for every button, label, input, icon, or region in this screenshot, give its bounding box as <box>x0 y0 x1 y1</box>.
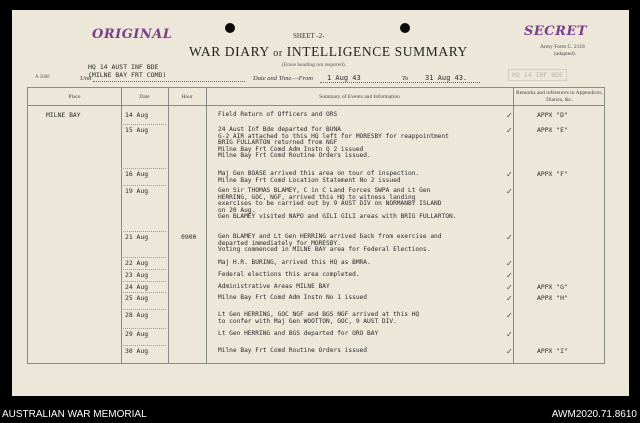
check-mark-icon: ✓ <box>506 330 513 339</box>
entry-remark: APPX "F" <box>537 170 568 178</box>
army-form-number: Army Form C. 2118 <box>540 44 585 50</box>
entry-summary: Lt Gen HERRING, GOC NGF and BGS NGF arrived at this HQ to confer with Maj Gen WOOTTON, GOC, 9 AUST DIV. <box>218 311 420 325</box>
date-to: 31 Aug 43. <box>425 74 468 82</box>
entry-summary: Field Return of Officers and ORS <box>218 111 338 118</box>
entry-separator <box>121 269 166 270</box>
col-header-hour: Hour <box>181 94 193 100</box>
entry-remark: APPX "E" <box>537 126 568 134</box>
check-mark-icon: ✓ <box>506 126 513 135</box>
date-to-label: To <box>402 75 409 82</box>
entry-place: MILNE BAY <box>46 111 81 119</box>
entry-date: 29 Aug <box>125 330 149 338</box>
entry-summary: Maj Gen BOASE arrived this area on tour of inspection. Milne Bay Frt Comd Location Statement No 2 issued <box>218 170 420 184</box>
check-mark-icon: ✓ <box>506 294 513 303</box>
entry-remark: APPX "G" <box>537 283 568 291</box>
entry-separator <box>121 257 166 258</box>
unit-line-1: HQ 14 AUST INF BDE <box>88 63 159 71</box>
title-war-diary: WAR DIARY <box>189 44 270 59</box>
date-from: 1 Aug 43 <box>327 74 361 82</box>
check-mark-icon: ✓ <box>506 233 513 242</box>
entry-separator <box>121 231 166 232</box>
check-mark-icon: ✓ <box>506 170 513 179</box>
check-mark-icon: ✓ <box>506 347 513 356</box>
entry-date: 16 Aug <box>125 170 149 178</box>
unit-label: Unit <box>80 75 92 82</box>
corner-code: A 5068 <box>35 75 50 80</box>
stamp-original: ORIGINAL <box>92 27 173 42</box>
entry-date: 14 Aug <box>125 111 149 119</box>
entry-date: 22 Aug <box>125 259 149 267</box>
date-underline <box>320 82 480 83</box>
sheet-number: SHEET -2- <box>293 32 325 40</box>
title-or: or <box>273 48 283 59</box>
col-header-summary: Summary of Events and Information <box>319 94 400 100</box>
entry-summary: Milne Bay Frt Comd Adm Instn No 1 issued <box>218 294 368 301</box>
entry-date: 24 Aug <box>125 283 149 291</box>
col-header-place: Place <box>68 94 81 100</box>
entry-separator <box>121 281 166 282</box>
entry-summary: 24 Aust Inf Bde departed for BUNA G-2 AIR attached to this HQ left for MORESBY for reappointment BRIG FULLARTON returned from NGF Milne Bay Frt Comd Adm Instn Q 2 issued Milne Bay Frt Comd Routine Orders issued. <box>218 126 449 159</box>
entry-remark: APPX "D" <box>537 111 568 119</box>
entry-remark: APPX "I" <box>537 347 568 355</box>
page-title <box>189 44 468 60</box>
check-mark-icon: ✓ <box>506 311 513 320</box>
entry-summary: Lt Gen HERRING and BGS departed for ORO BAY <box>218 330 379 337</box>
entry-summary: Federal elections this area completed. <box>218 271 360 278</box>
entry-date: 30 Aug <box>125 347 149 355</box>
unit-name <box>88 63 166 79</box>
entry-date: 19 Aug <box>125 187 149 195</box>
entry-date: 25 Aug <box>125 294 149 302</box>
title-intelligence-summary: INTELLIGENCE SUMMARY <box>286 44 468 59</box>
entry-separator <box>121 328 166 329</box>
entry-separator <box>121 292 166 293</box>
entry-separator <box>121 185 166 186</box>
check-mark-icon: ✓ <box>506 259 513 268</box>
entry-separator <box>121 168 166 169</box>
entry-remark: APPX "H" <box>537 294 568 302</box>
check-mark-icon: ✓ <box>506 111 513 120</box>
footer-accession-number: AWM2020.71.8610 <box>551 409 637 420</box>
entry-summary: Gen BLAMEY and Lt Gen HERRING arrived back from exercise and departed immediately for MORESBY. Voting commenced in MILNE BAY area for Federal Elections. <box>218 233 442 253</box>
unit-underline <box>93 81 245 82</box>
check-mark-icon: ✓ <box>506 187 513 196</box>
col-header-remarks: Remarks and references to Appendices, Diaries, &c. <box>516 90 603 103</box>
entry-date: 21 Aug <box>125 233 149 241</box>
punch-hole-left <box>225 23 235 33</box>
army-form-note: (adapted). <box>554 51 577 57</box>
entry-summary: Administrative Areas MILNE BAY <box>218 283 330 290</box>
entry-separator <box>121 345 166 346</box>
footer-institution: AUSTRALIAN WAR MEMORIAL <box>2 409 147 420</box>
entry-date: 23 Aug <box>125 271 149 279</box>
col-header-date: Date <box>139 94 150 100</box>
entry-summary: Gen Sir THOMAS BLAMEY, C in C Land Forces SWPA and Lt Gen HERRING, GOC, NGF, arrived this HQ to witness landing exercises to be carried out by 9 AUST DIV on NORMANBY ISLAND on 20 Aug. Gen BLAMEY visited NAPO and GILI GILI areas with BRIG FULLARTON. <box>218 187 457 220</box>
entry-hour: 0900 <box>181 233 197 241</box>
punch-hole-right <box>400 23 410 33</box>
stamp-secret: SECRET <box>524 24 588 39</box>
entry-summary: Milne Bay Frt Comd Routine Orders issued <box>218 347 368 354</box>
check-mark-icon: ✓ <box>506 271 513 280</box>
entry-summary: Maj H.R. BURING, arrived this HQ as BMRA. <box>218 259 371 266</box>
entry-separator <box>121 124 166 125</box>
army-form-label <box>540 44 585 58</box>
entry-separator <box>121 309 166 310</box>
check-mark-icon: ✓ <box>506 283 513 292</box>
entry-date: 15 Aug <box>125 126 149 134</box>
faint-unit-stamp: HQ 14 INF BDE <box>508 69 567 81</box>
unit-line-2: (MILNE BAY FRT COMD) <box>88 71 167 79</box>
date-label: Date and Time.—From <box>253 75 313 82</box>
entry-date: 28 Aug <box>125 311 149 319</box>
erase-note: (Erase heading not required). <box>282 62 347 68</box>
